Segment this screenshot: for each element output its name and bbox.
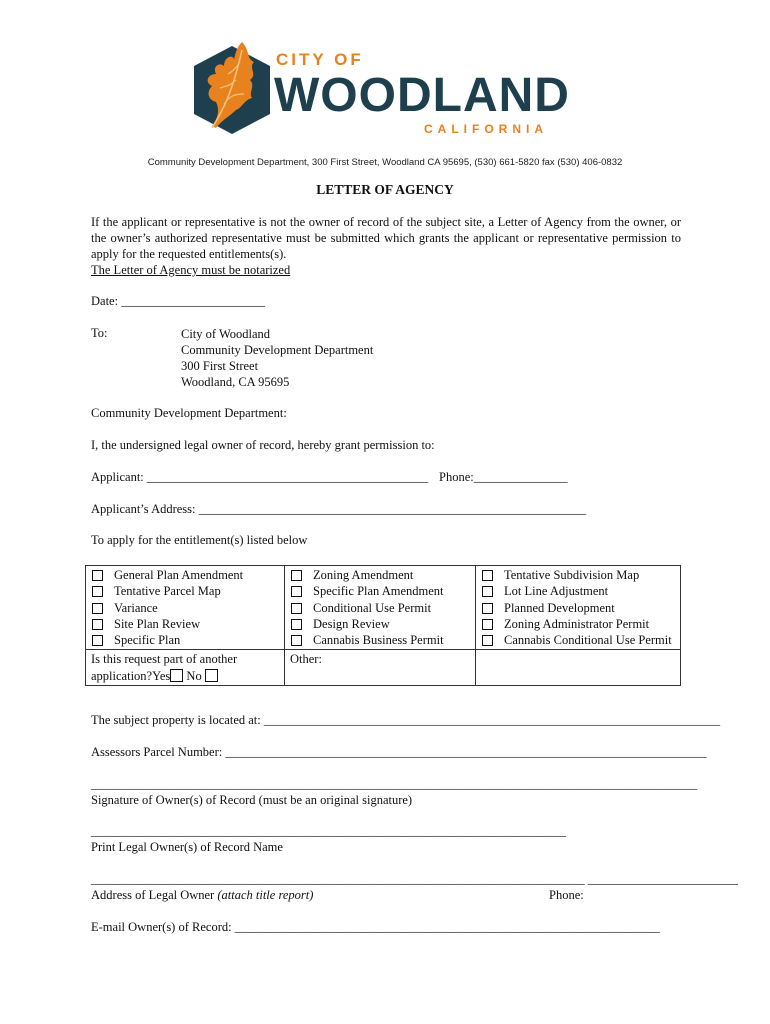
apn-field[interactable]: Assessors Parcel Number: _____________________________________________________________________________	[91, 745, 707, 759]
option-label: Variance	[114, 600, 158, 615]
option-label: Cannabis Business Permit	[313, 633, 444, 648]
option-variance[interactable]	[91, 600, 279, 616]
applicant-field[interactable]: Applicant: _____________________________________________	[91, 470, 429, 484]
option-label: Planned Development	[504, 600, 615, 615]
intro-paragraph	[91, 214, 681, 278]
logo-state: CALIFORNIA	[424, 122, 548, 136]
option-label: Specific Plan Amendment	[313, 584, 444, 599]
city-logo	[190, 36, 590, 142]
option-cannabis-conditional-use-permit[interactable]	[481, 632, 675, 648]
yes-checkbox[interactable]	[170, 669, 183, 682]
option-tentative-subdivision-map[interactable]	[481, 567, 675, 583]
checkbox[interactable]	[92, 586, 103, 597]
other-label: Other:	[290, 652, 322, 667]
checkbox[interactable]	[291, 586, 302, 597]
checkbox[interactable]	[291, 603, 302, 614]
checkbox[interactable]	[482, 603, 493, 614]
option-label: Cannabis Conditional Use Permit	[504, 633, 672, 648]
checkbox[interactable]	[482, 570, 493, 581]
intro-text: If the applicant or representative is not the owner of record of the subject site, a Letter of Agency from the owner, or the owner’s authorized representative must be submitted which grants the applicant or representative permission to apply for the requested entitlements(s).	[91, 215, 681, 261]
option-label: Conditional Use Permit	[313, 600, 432, 615]
checkbox[interactable]	[92, 635, 103, 646]
print-name-label: Print Legal Owner(s) of Record Name	[91, 840, 283, 854]
checkbox[interactable]	[291, 570, 302, 581]
applicant-phone-field[interactable]: Phone:_______________	[439, 470, 568, 484]
checkbox[interactable]	[291, 635, 302, 646]
option-specific-plan-amendment[interactable]	[290, 583, 470, 599]
option-label: Zoning Administrator Permit	[504, 616, 650, 631]
option-general-plan-amendment[interactable]	[91, 567, 279, 583]
option-label: Tentative Subdivision Map	[504, 568, 640, 582]
entitlements-col-1	[86, 566, 285, 650]
page-title: LETTER OF AGENCY	[316, 182, 454, 197]
option-label: Zoning Amendment	[313, 568, 414, 582]
entitlements-table	[85, 565, 681, 686]
checkbox[interactable]	[482, 586, 493, 597]
notarized-notice: The Letter of Agency must be notarized	[91, 263, 291, 277]
option-specific-plan[interactable]	[91, 632, 279, 648]
to-address-line: City of Woodland	[181, 327, 271, 341]
department-header: Community Development Department, 300 First Street, Woodland CA 95695, (530) 661-5820 fax (530) 406-0832	[147, 157, 623, 168]
owner-address-note: (attach title report)	[217, 888, 314, 902]
date-field[interactable]: Date: _______________________	[91, 294, 265, 308]
no-checkbox[interactable]	[205, 669, 218, 682]
option-site-plan-review[interactable]	[91, 616, 279, 632]
to-address-line: Woodland, CA 95695	[181, 375, 290, 389]
checkbox[interactable]	[92, 570, 103, 581]
option-zoning-administrator-permit[interactable]	[481, 616, 675, 632]
applicant-address-field[interactable]: Applicant’s Address: ______________________________________________________________	[91, 502, 587, 516]
other-cell[interactable]	[285, 650, 476, 686]
checkbox[interactable]	[92, 603, 103, 614]
owner-email-field[interactable]: E-mail Owner(s) of Record: ____________________________________________________________________	[91, 920, 660, 934]
to-label: To:	[91, 326, 108, 340]
grant-statement: I, the undersigned legal owner of record, hereby grant permission to:	[91, 438, 435, 452]
owner-phone-label: Phone:	[549, 888, 584, 902]
checkbox[interactable]	[482, 635, 493, 646]
option-label: Design Review	[313, 616, 390, 631]
owner-address-line[interactable]: _______________________________________________________________________________ ________________________	[91, 872, 738, 886]
option-label: Site Plan Review	[114, 616, 201, 631]
related-application-question: Is this request part of another application?	[91, 652, 238, 683]
option-label: General Plan Amendment	[114, 568, 244, 582]
checkbox[interactable]	[291, 619, 302, 630]
oak-leaf-logo-icon	[190, 36, 274, 142]
option-conditional-use-permit[interactable]	[290, 600, 470, 616]
entitlements-col-3	[476, 566, 681, 650]
signature-line[interactable]: _________________________________________________________________________________________________	[91, 777, 698, 791]
entitlements-intro: To apply for the entitlement(s) listed below	[91, 533, 308, 547]
option-label: Lot Line Adjustment	[504, 584, 609, 599]
empty-cell	[476, 650, 681, 686]
owner-address-label-row	[91, 888, 313, 903]
option-cannabis-business-permit[interactable]	[290, 632, 470, 648]
yes-label: Yes	[152, 668, 171, 683]
checkbox[interactable]	[92, 619, 103, 630]
property-location-field[interactable]: The subject property is located at: _________________________________________________________________________	[91, 713, 721, 727]
no-label: No	[186, 668, 202, 683]
to-address-line: Community Development Department	[181, 343, 374, 357]
to-address-line: 300 First Street	[181, 359, 259, 373]
option-label: Specific Plan	[114, 633, 181, 648]
option-label: Tentative Parcel Map	[114, 584, 221, 599]
option-zoning-amendment[interactable]	[290, 567, 470, 583]
checkbox[interactable]	[482, 619, 493, 630]
print-name-line[interactable]: ____________________________________________________________________________	[91, 824, 566, 838]
related-application-cell	[86, 650, 285, 686]
option-lot-line-adjustment[interactable]	[481, 583, 675, 599]
option-tentative-parcel-map[interactable]	[91, 583, 279, 599]
owner-address-label: Address of Legal Owner	[91, 888, 215, 902]
entitlements-col-2	[285, 566, 476, 650]
logo-name: WOODLAND	[274, 69, 570, 122]
logo-city-of: CITY OF	[276, 50, 364, 69]
department-salutation: Community Development Department:	[91, 406, 287, 420]
to-address	[181, 326, 373, 390]
option-design-review[interactable]	[290, 616, 470, 632]
option-planned-development[interactable]	[481, 600, 675, 616]
signature-label: Signature of Owner(s) of Record (must be an original signature)	[91, 793, 413, 807]
